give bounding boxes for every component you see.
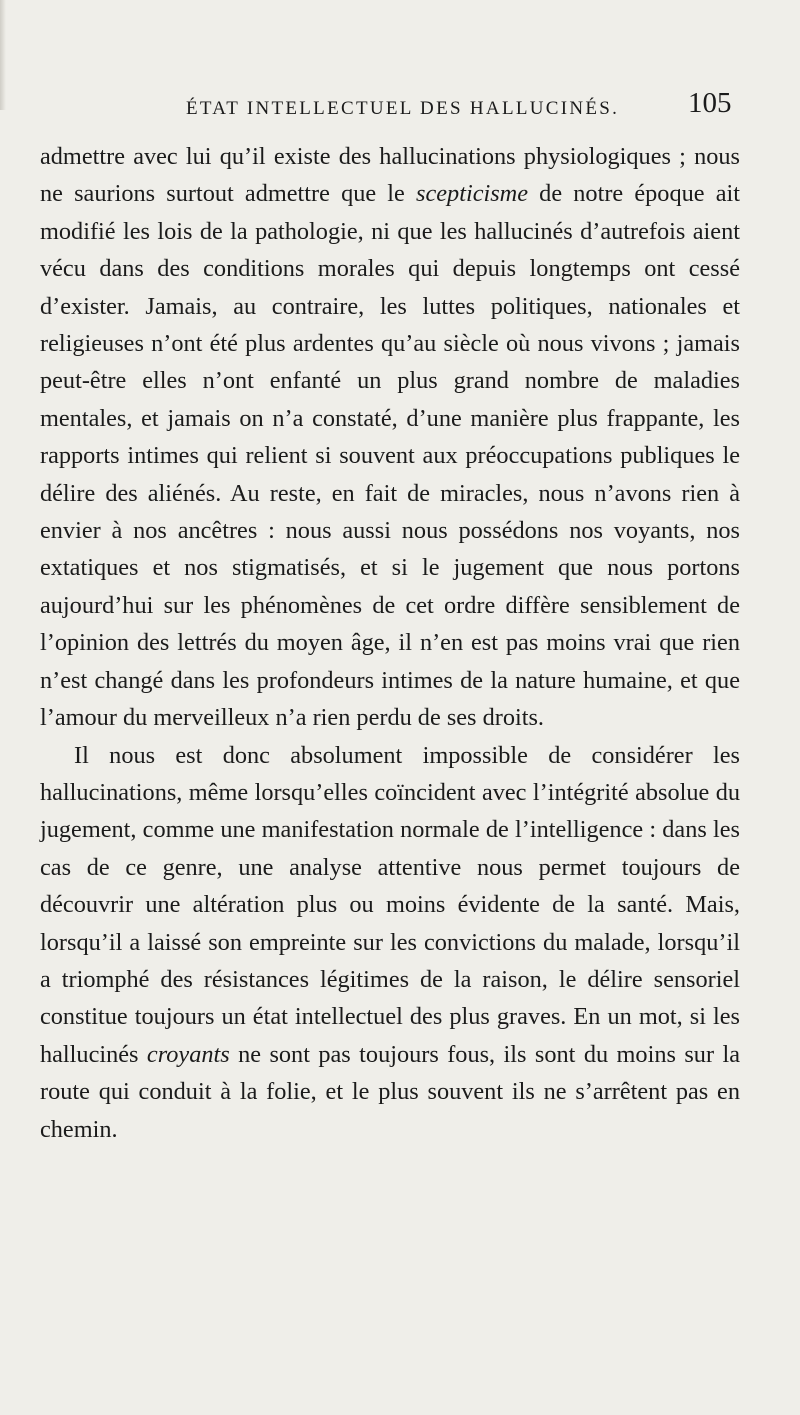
paragraph-2-text-a: Il nous est donc absolument impossible de considérer les hallucinations, même lorsqu’elles coïncident avec l’intégrité absolue du jugement, comme une manifestation normale de l’intelligence : dans les cas de ce genre, une analyse attentive nous permet toujours de découvrir une altération plus ou moins évidente de la santé. Mais, lorsqu’il a laissé son empreinte sur les convictions du malade, lorsqu’il a triomphé des résistances légitimes de la raison, le délire sensoriel constitue toujours un état intellectuel des plus graves. En un mot, si les hallucinés [40, 741, 740, 1068]
paragraph-2-text-b: ne sont pas toujours fous, ils sont du moins sur la route qui conduit à la folie, et le plus souvent ils ne s’arrêtent pas en chemin. [40, 1040, 740, 1143]
running-title: ÉTAT INTELLECTUEL DES HALLUCINÉS. [186, 98, 620, 119]
body-text [40, 138, 740, 1148]
paragraph-1 [40, 138, 740, 737]
page-number: 105 [688, 87, 732, 119]
running-head [0, 86, 800, 126]
paragraph-2-italic-term: croyants [146, 1040, 230, 1068]
paragraph-1-text-a: admettre avec lui qu’il existe des hallucinations physiologiques ; nous ne saurions surtout admettre que le [40, 143, 740, 208]
paragraph-1-text-b: de notre époque ait modifié les lois de la pathologie, ni que les hallucinés d’autrefois aient vécu dans des conditions morales qui depuis longtemps ont cessé d’exister. Jamais, au contraire, les luttes politiques, nationales et religieuses n’ont été plus ardentes qu’au siècle où nous vivons ; jamais peut-être elles n’ont enfanté un plus grand nombre de maladies mentales, et jamais on n’a constaté, d’une manière plus frappante, les rapports intimes qui relient si souvent aux préoccupations publiques le délire des aliénés. Au reste, en fait de miracles, nous n’avons rien à envier à nos ancêtres : nous aussi nous possédons nos voyants, nos extatiques et nos stigmatisés, et si le jugement que nous portons aujourd’hui sur les phénomènes de cet ordre diffère sensiblement de l’opinion des lettrés du moyen âge, il n’en est pas moins vrai que rien n’est changé dans les profondeurs intimes de la nature humaine, et que l’amour du merveilleux n’a rien perdu de ses droits. [40, 180, 740, 732]
paragraph-2 [40, 737, 740, 1148]
paragraph-1-italic-term: scepticisme [416, 180, 529, 208]
